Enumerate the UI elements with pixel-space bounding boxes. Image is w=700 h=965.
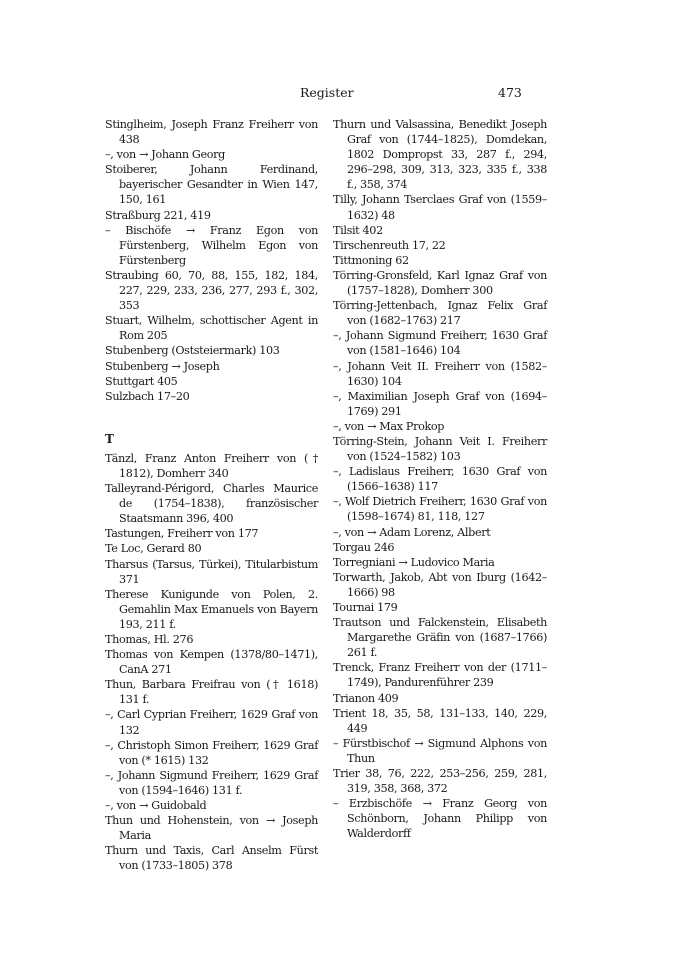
index-entry: –, von → Max Prokop <box>333 419 445 433</box>
index-entry: Talleyrand-Périgord, Charles Maurice de (1754–1838), französischer Staatsmann 396, 400 <box>105 482 318 526</box>
index-entry: Straßburg 221, 419 <box>105 208 211 222</box>
running-head: Register <box>300 85 354 100</box>
index-entry: –, Ladislaus Freiherr, 1630 Graf von (1566–1638) 117 <box>333 465 547 494</box>
index-entry: –, Johann Veit II. Freiherr von (1582–1630) 104 <box>333 359 547 388</box>
index-entry: Tittmoning 62 <box>333 253 409 267</box>
index-entry: Thomas von Kempen (1378/80–1471), CanA 271 <box>105 648 318 677</box>
index-entry: –, Johann Sigmund Freiherr, 1630 Graf von (1581–1646) 104 <box>333 329 547 358</box>
index-entry: Therese Kunigunde von Polen, 2. Gemahlin Max Emanuels von Bayern 193, 211 f. <box>105 587 318 631</box>
index-entry: Trenck, Franz Freiherr von der (1711–1749), Pandurenführer 239 <box>333 661 547 690</box>
section-letter-t: T <box>105 431 114 446</box>
index-entry: –, von → Johann Georg <box>105 148 225 162</box>
index-entry: –, von → Guidobald <box>105 799 207 813</box>
index-entry: Trianon 409 <box>333 691 399 705</box>
index-entry: Stubenberg (Oststeiermark) 103 <box>105 344 280 358</box>
index-entry: Tharsus (Tarsus, Türkei), Titularbistum 371 <box>105 557 318 586</box>
index-entry: Te Loc, Gerard 80 <box>105 542 202 556</box>
index-entry: Thurn und Valsassina, Benedikt Joseph Graf von (1744–1825), Domdekan, 1802 Dompropst 33, 287 f., 294, 296–298, 309, 313, 323, 335 f., 338 f., 358, 374 <box>333 118 547 192</box>
index-entry: –, von → Adam Lorenz, Albert <box>333 525 491 539</box>
index-entry: Torgau 246 <box>333 540 395 554</box>
index-entry: Törring-Stein, Johann Veit I. Freiherr von (1524–1582) 103 <box>333 434 547 464</box>
index-entry: Stuart, Wilhelm, schottischer Agent in Rom 205 <box>105 314 318 343</box>
index-entry: –, Maximilian Joseph Graf von (1694–1769) 291 <box>333 389 547 418</box>
index-entry: Tournai 179 <box>333 601 398 614</box>
index-entry: – Fürstbischof → Sigmund Alphons von Thun <box>333 736 547 765</box>
index-entry: Trautson und Falckenstein, Elisabeth Margarethe Gräfin von (1687–1766) 261 f. <box>333 616 547 660</box>
index-entry: Stuttgart 405 <box>105 374 178 388</box>
index-entry: Törring-Jettenbach, Ignaz Felix Graf von (1682–1763) 217 <box>333 299 547 328</box>
index-entry: –, Johann Sigmund Freiherr, 1629 Graf von (1594–1646) 131 f. <box>105 768 318 797</box>
index-entry: Törring-Gronsfeld, Karl Ignaz Graf von (1757–1828), Domherr 300 <box>333 268 547 298</box>
index-entry: – Erzbischöfe → Franz Georg von Schönborn, Johann Philipp von Walderdorff <box>333 797 547 841</box>
index-entry: Thurn und Taxis, Carl Anselm Fürst von (1733–1805) 378 <box>105 844 318 873</box>
index-entry: Torwarth, Jakob, Abt von Iburg (1642–1666) 98 <box>333 570 547 599</box>
index-entry: – Bischöfe → Franz Egon von Fürstenberg, Wilhelm Egon von Fürstenberg <box>105 223 318 267</box>
index-block-t <box>105 451 318 874</box>
index-entry: Tänzl, Franz Anton Freiherr von († 1812), Domherr 340 <box>105 451 318 480</box>
index-entry: Sulzbach 17–20 <box>105 389 190 403</box>
right-column <box>333 117 547 842</box>
index-entry: Trier 38, 76, 222, 253–256, 259, 281, 319, 358, 368, 372 <box>333 767 547 796</box>
index-entry: Trient 18, 35, 58, 131–133, 140, 229, 449 <box>333 706 547 735</box>
index-entry: Tastungen, Freiherr von 177 <box>105 527 259 541</box>
index-entry: Stoiberer, Johann Ferdinand, bayerischer Gesandter in Wien 147, 150, 161 <box>105 163 318 207</box>
index-entry: Straubing 60, 70, 88, 155, 182, 184, 227, 229, 233, 236, 277, 293 f., 302, 353 <box>105 268 318 313</box>
index-entry: Torregniani → Ludovico Maria <box>333 555 495 569</box>
index-block-s <box>105 117 318 404</box>
index-entry: Thun, Barbara Freifrau von († 1618) 131 f. <box>105 678 318 707</box>
page-number: 473 <box>498 85 522 100</box>
index-entry: Thun und Hohenstein, von → Joseph Maria <box>105 814 318 843</box>
index-entry: Stubenberg → Joseph <box>105 359 220 373</box>
index-entry: –, Wolf Dietrich Freiherr, 1630 Graf von (1598–1674) 81, 118, 127 <box>333 495 547 524</box>
index-entry: Tilsit 402 <box>333 223 383 237</box>
index-entry: –, Christoph Simon Freiherr, 1629 Graf von (* 1615) 132 <box>105 738 318 767</box>
index-entry: Tilly, Johann Tserclaes Graf von (1559–1632) 48 <box>333 193 547 222</box>
index-entry: –, Carl Cyprian Freiherr, 1629 Graf von 132 <box>105 708 318 737</box>
left-column <box>105 117 318 874</box>
index-block-t-continued <box>333 117 547 842</box>
index-entry: Stinglheim, Joseph Franz Freiherr von 438 <box>105 118 318 147</box>
index-entry: Thomas, Hl. 276 <box>105 633 194 646</box>
index-entry: Tirschenreuth 17, 22 <box>333 238 446 252</box>
